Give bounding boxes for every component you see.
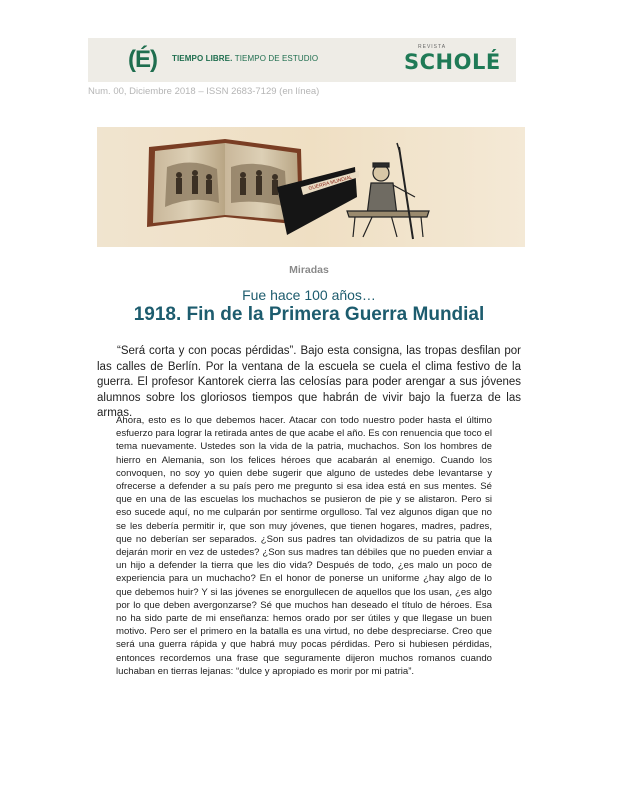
megaphone-banner-text: GUERRA MUNDIAL [307, 174, 353, 192]
block-quote: Ahora, esto es lo que debemos hacer. Atacar con todo nuestro poder hasta el último esfuerzo para lograr la retirada antes de que acabe el año. Es con renuencia que toco el tema nuevamente. Ustedes son la vida de la patria, muchachos. Son los hombres de hierro en Alemania, son los felices héroes que acabarán al enemigo. Cuando los convoquen, no soy yo quien debe sugerir que alguno de ustedes debe levantarse y ofrecerse a defender a su país pero me pregunto si esa idea está en sus mentes. Sé que en una de las escuelas los muchachos se pusieron de pie y se alistaron. Pero si eso sucede aquí, no me culparán por sentirme orgulloso. Tal vez algunos digan que no se les debería permitir ir, que son muy jóvenes, que tienen hogares, madres, padres, que no deberían ser separados. ¿Son sus padres tan olvidadizos de su patria que la dejarán morir en vez de ustedes? ¿Son sus madres tan débiles que no pueden enviar a un hijo a defender la tierra que les dio vida? Después de todo, ¿es malo un poco de experiencia para un muchacho? En el honor de ponerse un uniforme ¿hay algo de lo que debemos huir? Y si las jóvenes se enorgullecen de aquellos que los usan, ¿es algo por lo que deben avergonzarse? Sé que muchos han deseado el título de héroes. Esa no ha sido parte de mi enseñanza: hemos orado por ser útiles y que llegase un buen motivo. Pero ser el primero en la batalla es una virtud, no debe despreciarse. Creo que será una guerra rápida y que habrá muy pocas pérdidas. Pero si hubiesen pérdidas, entonces recordemos una frase que seguramente dijeron muchos romanos cuando luchaban en tierras lejanas: “dulce y apropiado es morir por mi patria”. [116, 415, 493, 677]
hero-illustration-svg [97, 127, 525, 247]
journal-logo-icon [128, 45, 157, 75]
tagline-light: TIEMPO DE ESTUDIO [234, 54, 319, 63]
magazine-logo [404, 44, 501, 78]
journal-header-banner [88, 38, 516, 82]
article-kicker: Fue hace 100 años… [242, 287, 376, 303]
section-label: Miradas [289, 264, 329, 276]
magazine-name: SCHOLÉ [404, 50, 501, 74]
journal-tagline [172, 54, 318, 63]
hero-illustration [97, 127, 525, 247]
open-book-icon [147, 139, 303, 227]
tagline-strong: TIEMPO LIBRE. [172, 54, 233, 63]
article-title: 1918. Fin de la Primera Guerra Mundial [133, 304, 485, 325]
logo-mark: (É) [128, 46, 157, 73]
issue-line: Num. 00, Diciembre 2018 – ISSN 2683-7129 (en línea) [88, 86, 320, 97]
magazine-prefix: REVISTA [418, 44, 447, 50]
intro-paragraph: “Será corta y con pocas pérdidas”. Bajo esta consigna, las tropas desfilan por las calles de Berlín. Por la ventana de la escuela se cuela el clima festivo de la guerra. El profesor Kantorek cierra las celosías para poder arengar a sus jóvenes alumnos sobre los gloriosos tiempos que habrán de vivir bajo la fuerza de las armas. [97, 345, 521, 420]
